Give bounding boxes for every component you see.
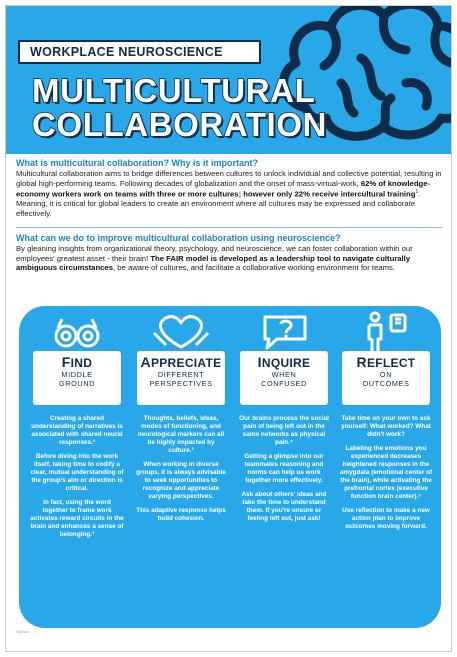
divider bbox=[16, 227, 442, 228]
section-paragraph: Multicultural collaboration aims to bridge differences between cultures to unlock individual and collective potential, resulting in global high-performing teams. Following decades of globalization and the onset of mass-virtual-work, 62% of knowledge-economy workers work on teams with three or more cultures; however only 22% receive intercultural training$^1$. Meaning, it is critical for global leaders to create an environment where all cultures may be expressed and collaborate effectively. bbox=[16, 169, 442, 218]
document-page bbox=[5, 5, 452, 652]
fair-caption: APPRECIATE DIFFERENT PERSPECTIVES bbox=[137, 351, 225, 405]
fair-caption: REFLECT ON OUTCOMES bbox=[342, 351, 430, 405]
header-banner bbox=[6, 6, 451, 154]
fair-caption: FIND MIDDLE GROUND bbox=[33, 351, 121, 405]
section-paragraph: By gleaning insights from organizational theory, psychology, and neuroscience, we can foster collaboration within our employees' greatest asset - their brain! The FAIR model is developed as a leadership tool to navigate culturally ambiguous circumstances, be aware of cultures, and facilitate a collaborative working environment for teams. bbox=[16, 244, 413, 273]
fair-body: Thoughts, beliefs, ideas, modes of functioning, and neurological markers can all be highly impacted by culture.³ When working in diverse groups, it is always advisable to seek opportunities to recognize and appreciate varying perspectives. This adaptive response helps build cohesion. bbox=[136, 415, 226, 522]
fair-column-appreciate bbox=[134, 309, 228, 621]
fair-body: Creating a shared understanding of narratives is associated with shared neural responses.² Before diving into the work itself, taking time to codify a clear, mutual understanding of the group's aim or direction is critical. In fact, using the word together to frame work activates reward circuits in the brain and enhances a sense of belonging.³ bbox=[30, 415, 124, 538]
eyebrow-label: WORKPLACE NEUROSCIENCE bbox=[18, 40, 261, 64]
heart-hands-icon bbox=[134, 309, 228, 353]
footnotes: Sources bbox=[16, 630, 30, 634]
title-line-2: COLLABORATION bbox=[32, 106, 327, 143]
chat-question-icon bbox=[237, 309, 331, 353]
section-how bbox=[16, 233, 444, 273]
fair-caption: INQUIRE WHEN CONFUSED bbox=[240, 351, 328, 405]
section-heading: What can we do to improve multicultural collaboration using neuroscience? bbox=[16, 233, 341, 243]
section-heading: What is multicultural collaboration? Why is it important? bbox=[16, 158, 259, 168]
fair-column-inquire bbox=[237, 309, 331, 621]
fair-column-find bbox=[30, 309, 124, 621]
fair-body: Our brains process the social pain of being left out in the same networks as physical pain.⁴ Getting a glimpse into our teammates reasoning and norms can help us work together more effectively. Ask about others' ideas and take the time to understand them. If you're unsure or feeling left out, just ask! bbox=[239, 415, 329, 522]
person-reflect-icon bbox=[339, 309, 433, 353]
section-what bbox=[16, 158, 444, 219]
binoculars-icon bbox=[30, 309, 124, 353]
fair-column-reflect bbox=[339, 309, 433, 621]
title-line-1: MULTICULTURAL bbox=[32, 72, 316, 109]
fair-body: Take time on your own to ask yourself: What worked? What didn't work? Labeling the emotions you experienced decreases heightened responses in the amygdala (emotional center of the brain), while activating the prefrontal cortex (executive function brain center).⁵ Use reflection to make a new action plan to improve outcomes moving forward. bbox=[339, 415, 433, 530]
